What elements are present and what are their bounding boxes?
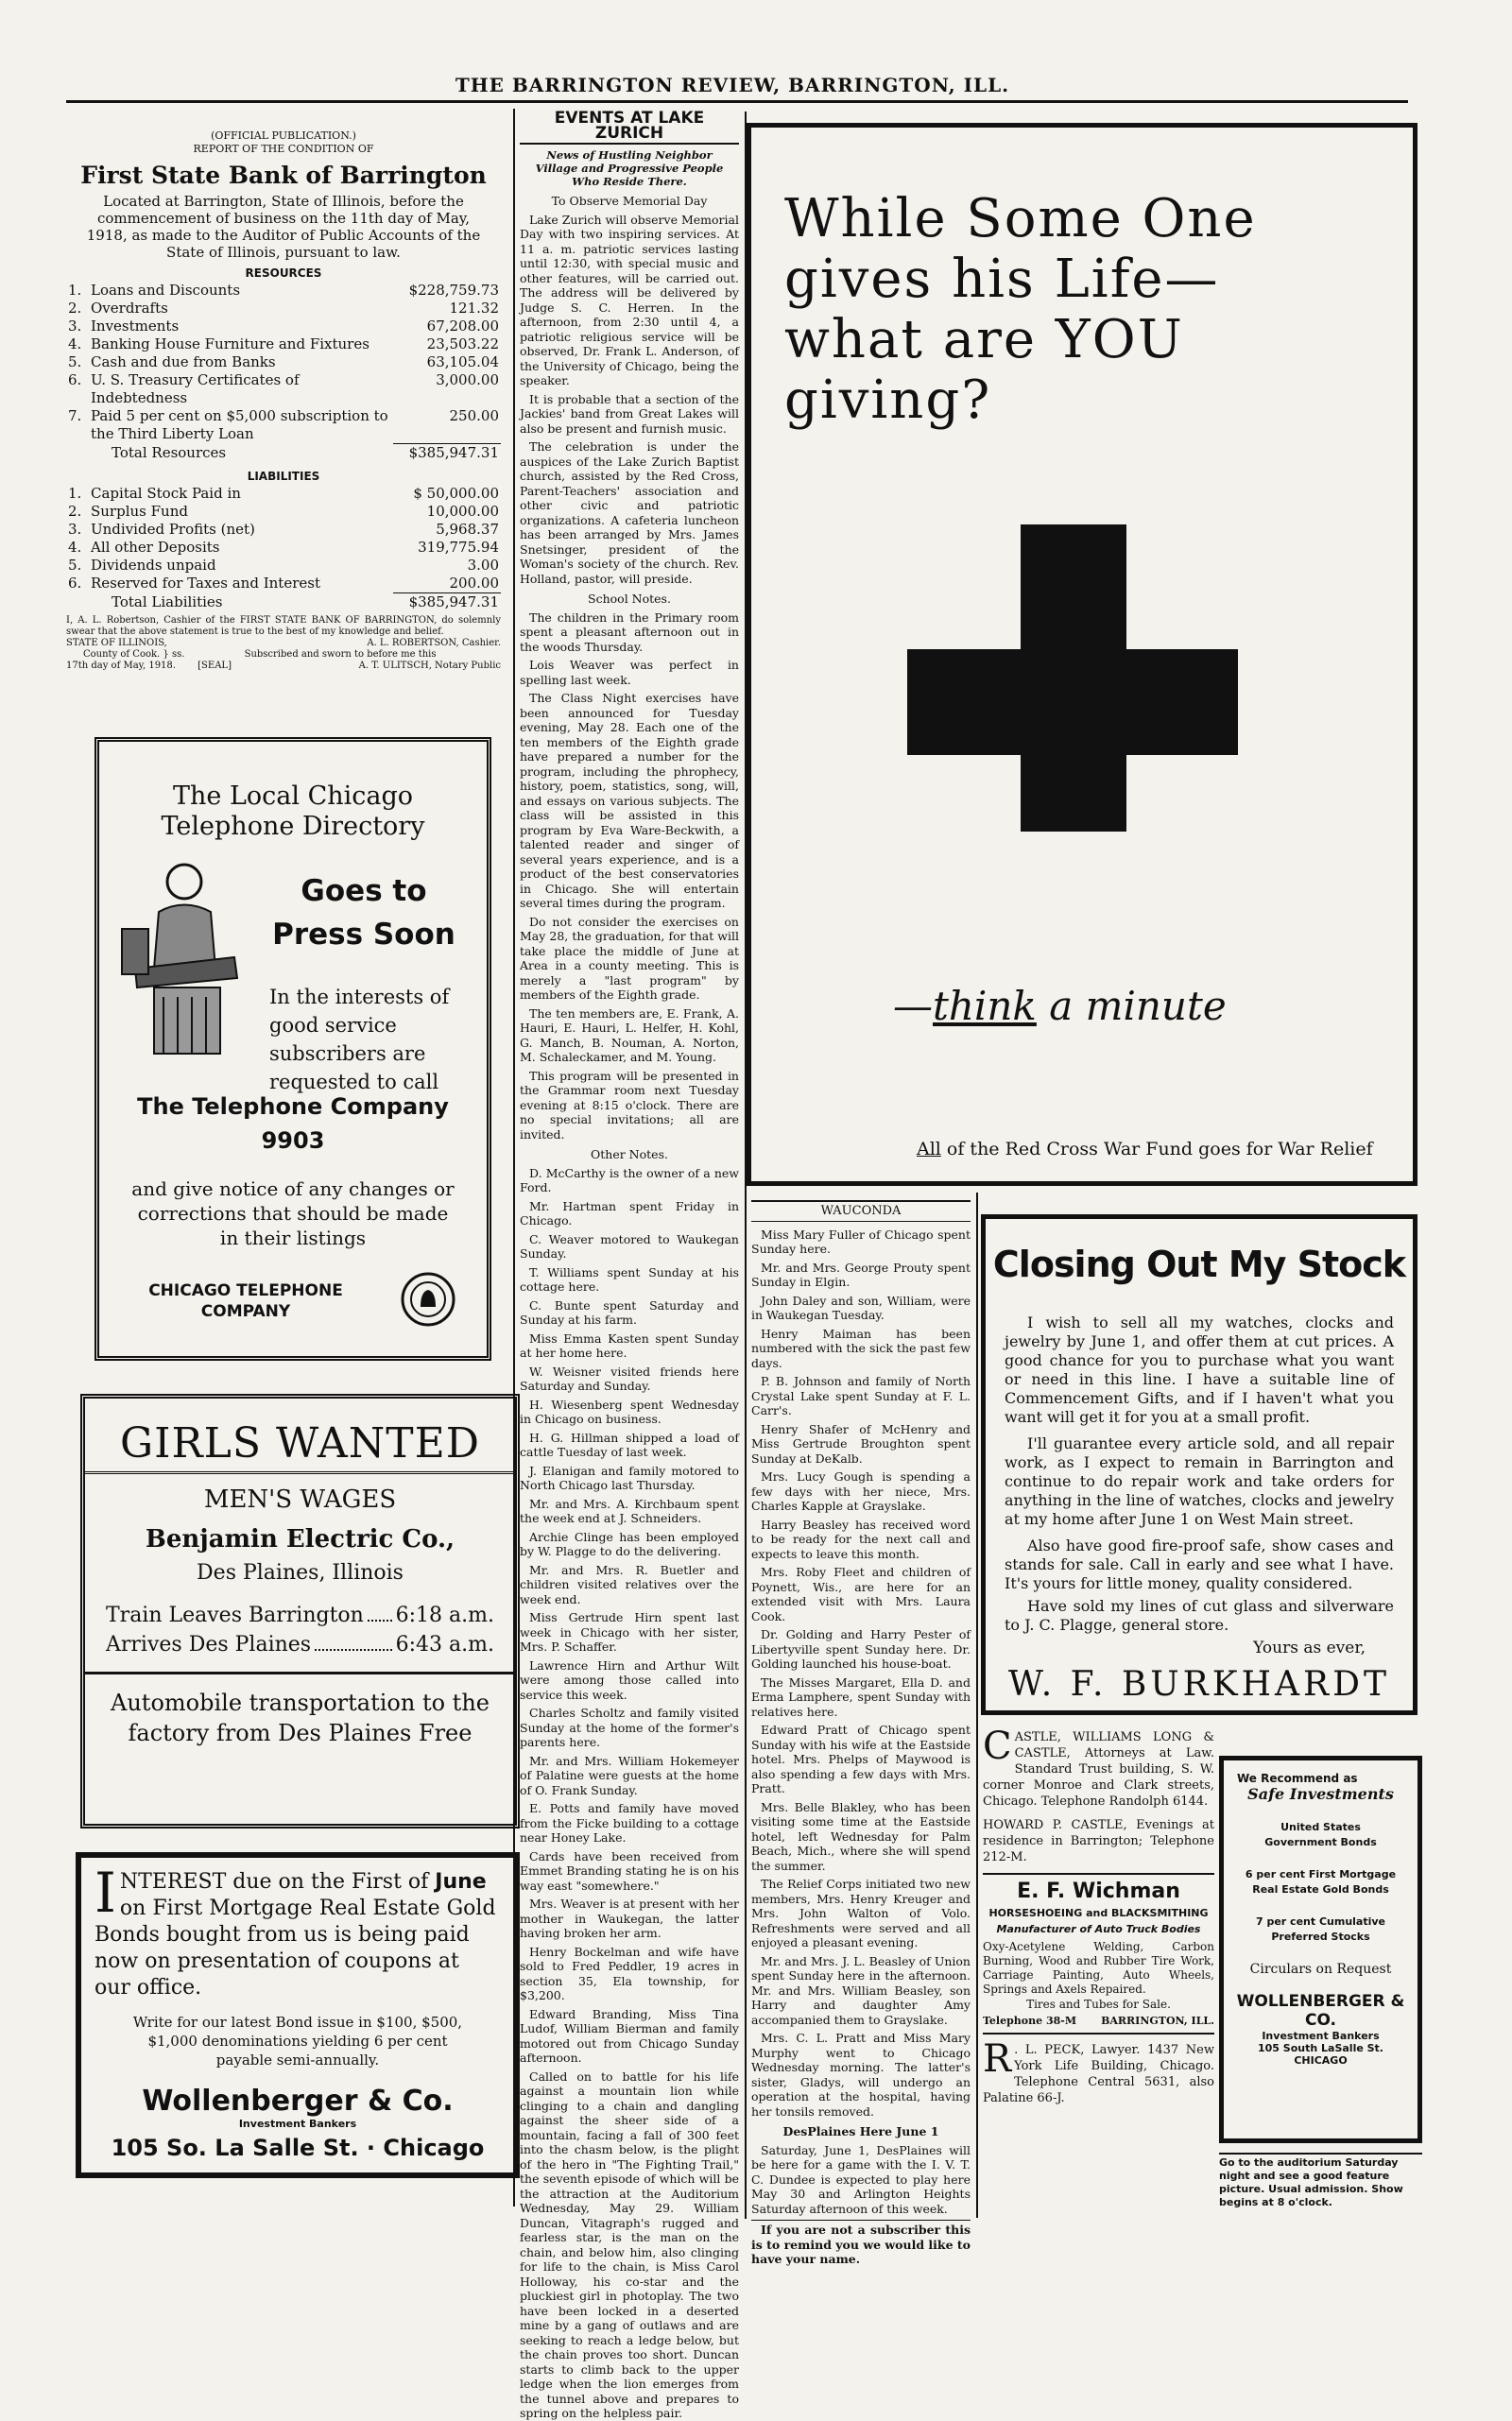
bell-seal-icon (400, 1271, 456, 1328)
news-paragraph: Called on to battle for his life against a mountain lion while clinging to a chain and dangling against the sheer side of a mountain, facing a fall of 300 feet into the chasm below, is the plight of the hero in "The Fighting Trail," the seventh episode of which will be the attraction at the Auditorium Wednesday, May 29. William Duncan, Vitagraph's rugged and fearless star, is the man on the chain, and below him, also clinging for life to the chain, is Miss Carol Holloway, his co-star and the pluckiest girl in photoplay. The two have been locked in a deserted mine by a gang of outlaws and are seeking to reach a ledge below, but the chain proves too short. Duncan starts to climb back to the upper ledge when the lion emerges from the tunnel above and prepares to spring on the helpless pair. (520, 2069, 739, 2420)
goes-line-2: Press Soon (272, 918, 455, 952)
girls-city: Des Plaines, Illinois (197, 1561, 404, 1585)
news-paragraph: Dr. Golding and Harry Pester of Libertyville spent Sunday here. Dr. Golding launched his house-boat. (751, 1627, 971, 1671)
item-label: U. S. Treasury Certificates of Indebtedness (91, 371, 300, 406)
girls-headline: GIRLS WANTED (85, 1419, 515, 1474)
resource-row (66, 407, 501, 443)
safe-investments: Safe Investments (1247, 1785, 1394, 1803)
burkhardt-body (1005, 1314, 1394, 1635)
wichman-line-2: Manufacturer of Auto Truck Bodies (996, 1923, 1201, 1935)
footer-text: of the Red Cross War Fund goes for War Relief (946, 1139, 1373, 1159)
news-paragraph: P. B. Johnson and family of North Crystal Lake spent Sunday at F. L. Carr's. (751, 1374, 971, 1417)
redcross-headline (784, 189, 1257, 431)
red-cross-horizontal (907, 649, 1238, 755)
item-label: Paid 5 per cent on $5,000 subscription to the Third Liberty Loan (91, 407, 388, 442)
news-paragraph: The Class Night exercises have been announced for Tuesday evening, May 28. Each one of the ten members of the Eighth grade have prepared a number for the program, including the phrophecy, history, poem, statistics, song, will, and essays on various subjects. The class will be assisted in this program by Eva Ware-Beckwith, a talented reader and singer of several years experience, and is a product of the best conservatories in Chicago. She will entertain several times during the program. (520, 691, 739, 910)
news-paragraph: Miss Gertrude Hirn spent last week in Chicago with her sister, Mrs. P. Schaffer. (520, 1610, 739, 1654)
jurat-date: 17th day of May, 1918. (66, 661, 176, 671)
goes-line-1: Goes to (301, 874, 427, 908)
redcross-line-3: what are YOU (784, 309, 1184, 370)
wauconda-title: WAUCONDA (751, 1200, 971, 1222)
item-number: 2. (68, 503, 82, 520)
firm-name: WOLLENBERGER & CO. (1236, 1992, 1405, 2030)
news-paragraph: Lake Zurich will observe Memorial Day with two inspiring services. At 11 a. m. patriotic services lasting until 12:30, with special music and other features, will be carried out. The address will be delivered by Judge S. C. Herren. In the afternoon, from 2:30 until 4, a patriotic religious service will be observed, Dr. Frank L. Anderson, of the University of Chicago, being the speaker. (520, 212, 739, 387)
burkhardt-signature: W. F. BURKHARDT (1007, 1665, 1391, 1704)
peck-card (983, 2037, 1214, 2106)
desplaines-subhead: DesPlaines Here June 1 (782, 2124, 939, 2138)
phone-title-1: The Local Chicago (172, 781, 414, 811)
burkhardt-p1: I wish to sell all my watches, clocks and jewelry by June 1, and offer them at cut prices. A good chance for you to purchase what you want or need in this line. I have a suitable line of Commencement Gifts, and if I haven't what you want will get it for you at a small profit. (1005, 1314, 1394, 1426)
item-label: Undivided Profits (net) (91, 521, 255, 538)
official-publication: (OFFICIAL PUBLICATION.) (211, 129, 356, 142)
news-paragraph: Mr. Hartman spent Friday in Chicago. (520, 1198, 739, 1228)
red-cross-ad (747, 123, 1418, 1186)
news-paragraph: H. G. Hillman shipped a load of cattle Tuesday of last week. (520, 1430, 739, 1459)
news-paragraph: E. Potts and family have moved from the Ficke building to a cottage near Honey Lake. (520, 1801, 739, 1845)
item-number: 5. (68, 557, 82, 574)
notary: A. T. ULITSCH, Notary Public (358, 661, 501, 671)
oath-sign: A. L. ROBERTSON, Cashier. (367, 638, 501, 648)
news-paragraph: Mr. and Mrs. George Prouty spent Sunday in Elgin. (751, 1260, 971, 1289)
phone-interest: In the interests of good service subscribers are requested to call (269, 986, 450, 1093)
total-resources-row (66, 443, 501, 462)
wauconda-paragraphs (751, 1228, 971, 2120)
castle-text: ASTLE, WILLIAMS LONG & CASTLE, Attorneys at Law. Standard Trust building, S. W. corner Monroe and Clark streets, Chicago. Telephone Randolph 6144. (983, 1730, 1214, 1809)
total-resources-value: $385,947.31 (393, 444, 501, 463)
bank-statement (66, 109, 501, 713)
news-paragraph: Edward Pratt of Chicago spent Sunday with his wife at the Eastside hotel. Mrs. Phelps of Maywood is also spending a few days with Mrs. Pratt. (751, 1723, 971, 1795)
item-label: Loans and Discounts (91, 282, 241, 299)
item-label: Surplus Fund (91, 503, 188, 520)
redcross-footer (917, 1139, 1373, 1159)
item-number: 3. (68, 318, 82, 335)
news-paragraph: Henry Bockelman and wife have sold to Fred Peddler, 19 acres in section 35, Ela township, for $3,200. (520, 1944, 739, 2002)
redcross-line-4: giving? (784, 369, 992, 431)
interest-bonds-ad (76, 1852, 520, 2178)
circulars: Circulars on Request (1249, 1962, 1392, 1977)
news-paragraph: The celebration is under the auspices of the Lake Zurich Baptist church, assisted by the Red Cross, Parent-Teachers' association and other civic and patriotic organizations. A cafeteria luncheon has been arranged by Mrs. James Snetsinger, president of the Woman's society of the church. Rev. Holland, pastor, will preside. (520, 439, 739, 586)
phone-title (99, 781, 487, 842)
liability-row (66, 539, 501, 557)
liability-row (66, 521, 501, 539)
news-paragraph: This program will be presented in the Grammar room next Tuesday evening at 8:15 o'clock. There are no special invitations; all are invited. (520, 1068, 739, 1142)
wichman-footer (983, 2013, 1214, 2029)
news-paragraph: C. Bunte spent Saturday and Sunday at his farm. (520, 1297, 739, 1327)
interest-address: 105 So. La Salle St. · Chicago (111, 2135, 485, 2161)
item-value: 23,503.22 (426, 335, 499, 352)
train-1-label: Train Leaves Barrington (106, 1604, 364, 1627)
report-line: REPORT OF THE CONDITION OF (193, 143, 374, 155)
news-paragraph: Archie Clinge has been employed by W. Plagge to do the delivering. (520, 1529, 739, 1558)
item-value: 67,208.00 (426, 318, 499, 335)
masthead-rule (66, 100, 1408, 103)
other-paragraphs (520, 1166, 739, 2421)
wichman-city: BARRINGTON, ILL. (1101, 2015, 1214, 2027)
resource-row (66, 318, 501, 335)
bank-name: First State Bank of Barrington (80, 162, 487, 189)
item-label: Overdrafts (91, 300, 168, 317)
liability-row (66, 503, 501, 521)
bank-located: Located at Barrington, State of Illinois, before the commencement of business on the 11th day of May, 1918, as made to the Auditor of Public Accounts of the State of Illinois, pursuant to law. (86, 193, 481, 261)
think-a-minute: —think a minute (893, 983, 1227, 1029)
wollenberger-small-ad (1219, 1756, 1422, 2143)
train-2-label: Arrives Des Plaines (106, 1633, 312, 1657)
burkhardt-p3: Also have good fire-proof safe, show cases and stands for sale. Call in early and see what I have. It's yours for little money, quality considered. (1005, 1537, 1394, 1592)
news-paragraph: T. Williams spent Sunday at his cottage here. (520, 1264, 739, 1294)
resource-row (66, 282, 501, 300)
total-resources-label: Total Resources (112, 443, 227, 461)
news-paragraph: Mr. and Mrs. A. Kirchbaum spent the week end at J. Schneiders. (520, 1496, 739, 1525)
item-number: 2. (68, 300, 82, 317)
train-2-time: 6:43 a.m. (395, 1633, 494, 1657)
item-number: 5. (68, 353, 82, 370)
news-paragraph: J. Elanigan and family motored to North Chicago last Thursday. (520, 1463, 739, 1492)
state: STATE OF ILLINOIS, (66, 638, 167, 648)
footer-all: All (917, 1139, 941, 1159)
resource-row (66, 335, 501, 353)
news-paragraph: Charles Scholtz and family visited Sunday at the home of the former's parents here. (520, 1706, 739, 1749)
wichman-line-1: HORSESHOEING and BLACKSMITHING (988, 1907, 1209, 1919)
wichman-card (983, 1873, 1214, 2035)
phone-signer-1: CHICAGO TELEPHONE (148, 1281, 343, 1300)
interest-firm: Wollenberger & Co. (142, 2085, 454, 2118)
redcross-line-2: gives his Life— (784, 249, 1220, 310)
interest-firm-sub: Investment Bankers (238, 2118, 357, 2130)
item-value: $228,759.73 (408, 282, 499, 299)
item-value: 63,105.04 (426, 353, 499, 370)
girls-auto: Automobile transportation to the factory from Des Plaines Free (111, 1690, 490, 1746)
burkhardt-yours: Yours as ever, (1253, 1639, 1366, 1657)
news-paragraph: Miss Emma Kasten spent Sunday at her home here. (520, 1331, 739, 1360)
item-value: 3.00 (467, 557, 499, 574)
events-lake-zurich-column (520, 109, 739, 2420)
item-number: 7. (68, 407, 82, 424)
liabilities-table (66, 485, 501, 592)
wichman-body: Oxy-Acetylene Welding, Carbon Burning, Wood and Rubber Tire Work, Carriage Painting, Auto Wheels, Springs and Axels Repaired. (983, 1940, 1214, 1996)
resource-row (66, 353, 501, 371)
news-paragraph: Mr. and Mrs. J. L. Beasley of Union spent Sunday here in the afternoon. Mr. and Mrs. William Beasley, son Harry and daughter Amy accompanied them to Grayslake. (751, 1953, 971, 2027)
girls-company: Benjamin Electric Co., (145, 1525, 455, 1554)
resources-table (66, 282, 501, 443)
item-value: 250.00 (449, 407, 499, 424)
column-rule-left (513, 109, 515, 2206)
phone-number: 9903 (261, 1127, 325, 1154)
item-number: 1. (68, 485, 82, 502)
burkhardt-p4: Have sold my lines of cut glass and silverware to J. C. Plagge, general store. (1005, 1597, 1394, 1634)
burkhardt-p2: I'll guarantee every article sold, and all repair work, as I expect to remain in Barrington and continue to do repair work and take orders for anything in the line of watches, clocks and jewelry at my home after June 1 on West Main street. (1005, 1434, 1394, 1528)
item-number: 4. (68, 539, 82, 556)
phone-title-2: Telephone Directory (161, 812, 425, 841)
wichman-name: E. F. Wichman (1017, 1880, 1180, 1903)
school-paragraphs (520, 610, 739, 1142)
news-paragraph: Mrs. Lucy Gough is spending a few days with her niece, Mrs. Charles Kapple at Grayslake. (751, 1469, 971, 1513)
train-1-time: 6:18 a.m. (395, 1604, 494, 1627)
item-3: 7 per cent Cumulative Preferred Stocks (1255, 1915, 1386, 1943)
goes-to-press (269, 869, 458, 956)
news-paragraph: D. McCarthy is the owner of a new Ford. (520, 1165, 739, 1194)
news-paragraph: It is probable that a section of the Jackies' band from Great Lakes will also be present and furnish music. (520, 391, 739, 436)
interest-text-b: on First Mortgage Real Estate Gold Bonds bought from us is being paid now on presentation of coupons at our office. (94, 1897, 496, 2000)
telephone-directory-ad (94, 737, 491, 1361)
girls-wages: MEN'S WAGES (203, 1485, 397, 1514)
item-number: 4. (68, 335, 82, 352)
resource-row (66, 300, 501, 318)
wichman-tires: Tires and Tubes for Sale. (1026, 1998, 1171, 2011)
news-paragraph: The children in the Primary room spent a pleasant afternoon out in the woods Thursday. (520, 610, 739, 654)
seal: [SEAL] (198, 661, 232, 671)
item-value: 10,000.00 (426, 503, 499, 520)
liability-row (66, 485, 501, 503)
wauconda-column (751, 1200, 971, 2266)
liability-row (66, 575, 501, 592)
howard-card: HOWARD P. CASTLE, Evenings at residence in Barrington; Telephone 212-M. (983, 1818, 1214, 1864)
news-paragraph: Mr. and Mrs. William Hokemeyer of Palatine were guests at the home of O. Frank Sunday. (520, 1753, 739, 1797)
item-value: 200.00 (449, 575, 499, 592)
interest-text-a: NTEREST due on the First of (119, 1870, 429, 1894)
total-liabilities-label: Total Liabilities (112, 592, 223, 610)
news-paragraph: Cards have been received from Emmet Branding stating he is on his way east "somewhere." (520, 1848, 739, 1893)
oath-text: I, A. L. Robertson, Cashier of the FIRST STATE BANK OF BARRINGTON, do solemnly swear that the above statement is true to the best of my knowledge and belief. (66, 615, 501, 637)
masthead: THE BARRINGTON REVIEW, BARRINGTON, ILL. (455, 74, 1010, 96)
news-paragraph: Mrs. C. L. Pratt and Miss Mary Murphy went to Chicago Wednesday morning. The latter's sister, Gladys, will undergo an operation at the hospital, having her tonsils removed. (751, 2031, 971, 2119)
redcross-line-1: While Some One (784, 188, 1257, 249)
firm-city: CHICAGO (1294, 2054, 1348, 2067)
item-value: 319,775.94 (418, 539, 499, 556)
news-paragraph: W. Weisner visited friends here Saturday and Sunday. (520, 1364, 739, 1393)
news-paragraph: Henry Maiman has been numbered with the sick the past few days. (751, 1326, 971, 1370)
burkhardt-ad (981, 1214, 1418, 1715)
news-paragraph: Henry Shafer of McHenry and Miss Gertrude Broughton spent Sunday at DeKalb. (751, 1421, 971, 1466)
auditorium-notice: Go to the auditorium Saturday night and see a good feature picture. Usual admission. Show begins at 8 o'clock. (1219, 2153, 1422, 2209)
burkhardt-headline: Closing Out My Stock (992, 1244, 1406, 1285)
events-deck: News of Hustling Neighbor Village and Progressive People Who Reside There. (535, 148, 724, 188)
phone-notice: and give notice of any changes or corrections that should be made in their listings (131, 1177, 455, 1249)
item-2: 6 per cent First Mortgage Real Estate Gold Bonds (1245, 1868, 1397, 1896)
liability-row (66, 557, 501, 575)
resource-row (66, 371, 501, 407)
item-value: 121.32 (449, 300, 499, 317)
news-paragraph: The Misses Margaret, Ella D. and Erma Lamphere, spent Sunday with relatives here. (751, 1674, 971, 1719)
item-value: 3,000.00 (436, 371, 499, 388)
events-headline: EVENTS AT LAKE ZURICH (520, 112, 739, 145)
desplaines-text: Saturday, June 1, DesPlaines will be here for a game with the I. V. T. C. Dundee is expected to play here May 30 and Arlington Heights Saturday afternoon of this week. (751, 2142, 971, 2216)
item-number: 3. (68, 521, 82, 538)
castle-card (983, 1725, 1214, 1810)
total-liabilities-row (66, 592, 501, 611)
memorial-day-subhead: To Observe Memorial Day (551, 194, 708, 208)
news-paragraph: Edward Branding, Miss Tina Ludof, William Bierman and family motored out from Chicago Sunday afternoon. (520, 2006, 739, 2065)
item-number: 6. (68, 371, 82, 388)
total-liabilities-value: $385,947.31 (393, 593, 501, 612)
news-paragraph: Miss Mary Fuller of Chicago spent Sunday here. (751, 1227, 971, 1256)
item-1: United States Government Bonds (1264, 1821, 1377, 1848)
county: County of Cook. (83, 649, 161, 660)
train-row-2 (106, 1633, 494, 1657)
news-paragraph: H. Wiesenberg spent Wednesday in Chicago on business. (520, 1397, 739, 1426)
item-label: Reserved for Taxes and Interest (91, 575, 320, 592)
news-paragraph: Mrs. Roby Fleet and children of Poynett, Wis., are here for an extended visit with Mrs. Laura Cook. (751, 1565, 971, 1623)
ss: } ss. (163, 649, 185, 660)
news-paragraph: Mrs. Belle Blakley, who has been visiting some time at the Eastside hotel, left Wednesday for Palm Beach, Mich., where she will spend the summer. (751, 1799, 971, 1873)
news-paragraph: Mrs. Weaver is at present with her mother in Waukegan, the latter having broken her arm. (520, 1897, 739, 1940)
girls-wanted-ad (80, 1394, 520, 1829)
think-word: think (933, 983, 1037, 1029)
interest-dropcap: I (94, 1861, 116, 1925)
castle-initial: C (983, 1725, 1012, 1768)
memorial-paragraphs (520, 213, 739, 587)
news-paragraph: C. Weaver motored to Waukegan Sunday. (520, 1231, 739, 1261)
other-notes-subhead: Other Notes. (591, 1147, 668, 1161)
resources-heading: RESOURCES (245, 266, 322, 280)
phone-signer (128, 1280, 364, 1322)
item-label: Banking House Furniture and Fixtures (91, 335, 369, 352)
rec-line: We Recommend as (1237, 1772, 1358, 1785)
item-label: Capital Stock Paid in (91, 485, 241, 502)
interest-write: Write for our latest Bond issue in $100, $500, $1,000 denominations yielding 6 per cent payable semi-annually. (132, 2014, 463, 2069)
train-row-1 (106, 1604, 494, 1627)
news-paragraph: Lawrence Hirn and Arthur Wilt were among those called into service this week. (520, 1657, 739, 1702)
peck-initial: R (983, 2037, 1012, 2081)
news-paragraph: Harry Beasley has received word to be ready for the next call and expects to leave this month. (751, 1517, 971, 1561)
column-rule-right (976, 1193, 978, 2218)
item-label: Dividends unpaid (91, 557, 216, 574)
firm-address: 105 South LaSalle St. (1258, 2042, 1383, 2054)
school-notes-subhead: School Notes. (588, 592, 671, 606)
news-paragraph: The Relief Corps initiated two new members, Mrs. Henry Kreuger and Mrs. John Walton of Volo. Refreshments were served and all enjoyed a pleasant evening. (751, 1877, 971, 1949)
item-label: Cash and due from Banks (91, 353, 276, 370)
news-paragraph: John Daley and son, William, were in Waukegan Tuesday. (751, 1293, 971, 1322)
news-paragraph: The ten members are, E. Frank, A. Hauri, E. Hauri, L. Helfer, H. Kohl, G. Manch, B. Nouman, A. Norton, M. Schaleckamer, and M. Young. (520, 1005, 739, 1064)
item-label: Investments (91, 318, 180, 335)
subscribed: Subscribed and sworn to before me this (244, 649, 437, 660)
phone-company: The Telephone Company (137, 1093, 449, 1120)
news-paragraph: Mr. and Mrs. R. Buetler and children visited relatives over the week end. (520, 1562, 739, 1606)
firm-sub: Investment Bankers (1262, 2030, 1380, 2042)
item-number: 1. (68, 282, 82, 299)
item-value: $ 50,000.00 (413, 485, 499, 502)
subscriber-note: If you are not a subscriber this is to remind you we would like to have your name. (751, 2220, 971, 2267)
wichman-tel: Telephone 38-M (983, 2015, 1076, 2027)
professional-cards (983, 1725, 1214, 2216)
a-minute: a minute (1049, 983, 1227, 1029)
interest-text (94, 1861, 501, 2001)
item-value: 5,968.37 (436, 521, 499, 538)
phone-signer-2: COMPANY (200, 1302, 291, 1321)
interest-june: June (435, 1870, 487, 1894)
news-paragraph: Do not consider the exercises on May 28, the graduation, for that will take place the middle of June at Area in a county meeting. This is merely a "last program" by members of the Eighth grade. (520, 914, 739, 1002)
liabilities-heading: LIABILITIES (247, 470, 320, 483)
man-illustration (116, 846, 249, 1063)
news-paragraph: Lois Weaver was perfect in spelling last week. (520, 658, 739, 687)
item-number: 6. (68, 575, 82, 592)
peck-text: . L. PECK, Lawyer. 1437 New York Life Building, Chicago. Telephone Central 5631, also Palatine 66-J. (983, 2043, 1214, 2105)
item-label: All other Deposits (91, 539, 220, 556)
